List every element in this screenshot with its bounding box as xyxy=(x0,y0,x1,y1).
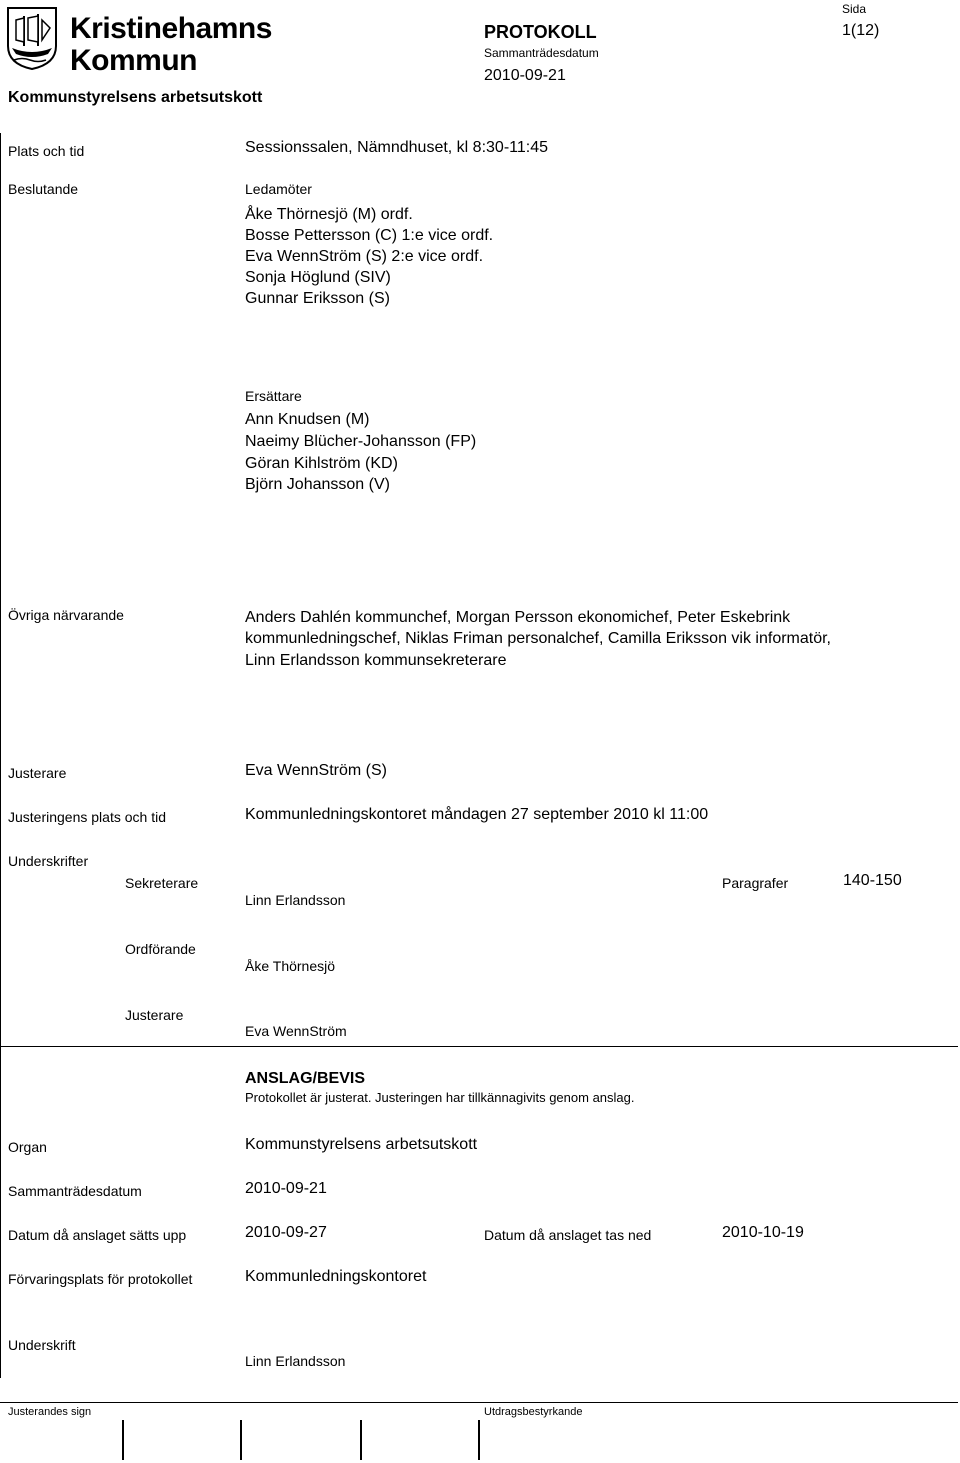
notice-text: Protokollet är justerat. Justeringen har tillkännagivits genom anslag. xyxy=(245,1090,635,1105)
section-divider xyxy=(0,1046,958,1047)
member-item: Sonja Höglund (SIV) xyxy=(245,269,391,286)
members-heading: Ledamöter xyxy=(245,181,312,197)
document-type: PROTOKOLL xyxy=(484,22,597,42)
removed-date-label: Datum då anslaget tas ned xyxy=(484,1227,652,1243)
signature-box-divider xyxy=(478,1420,480,1460)
secretary-name: Linn Erlandsson xyxy=(245,892,346,908)
others-present-label: Övriga närvarande xyxy=(8,607,124,623)
removed-date-value: 2010-10-19 xyxy=(722,1224,804,1241)
paragraphs-value: 140-150 xyxy=(843,872,902,889)
secretary-label: Sekreterare xyxy=(125,875,199,891)
place-value: Sessionssalen, Nämndhuset, kl 8:30-11:45 xyxy=(245,139,548,156)
chair-label: Ordförande xyxy=(125,941,196,957)
adjustment-place-label: Justeringens plats och tid xyxy=(8,809,166,825)
chair-name: Åke Thörnesjö xyxy=(245,958,336,974)
substitute-item: Göran Kihlström (KD) xyxy=(245,455,398,472)
meeting-date: 2010-09-21 xyxy=(484,67,566,84)
notice-signature-name: Linn Erlandsson xyxy=(245,1353,346,1369)
posted-date-label: Datum då anslaget sätts upp xyxy=(8,1227,187,1243)
organ-label: Organ xyxy=(8,1139,47,1155)
signature-adjuster-label: Justerare xyxy=(125,1007,184,1023)
signature-box-divider xyxy=(122,1420,124,1460)
member-item: Gunnar Eriksson (S) xyxy=(245,290,390,307)
org-unit-title: Kommunstyrelsens arbetsutskott xyxy=(8,89,263,106)
substitute-item: Ann Knudsen (M) xyxy=(245,411,370,428)
notice-signature-label: Underskrift xyxy=(8,1337,76,1353)
notice-heading: ANSLAG/BEVIS xyxy=(245,1070,366,1087)
signatures-label: Underskrifter xyxy=(8,853,89,869)
logo-text-line1: Kristinehamns xyxy=(70,12,272,45)
substitute-item: Naeimy Blücher-Johansson (FP) xyxy=(245,433,477,450)
adjuster-label: Justerare xyxy=(8,765,67,781)
storage-value: Kommunledningskontoret xyxy=(245,1268,427,1285)
substitute-item: Björn Johansson (V) xyxy=(245,476,390,493)
substitutes-heading: Ersättare xyxy=(245,388,302,404)
footer-adjuster-sign-label: Justerandes sign xyxy=(8,1406,92,1418)
footer-extract-certification-label: Utdragsbestyrkande xyxy=(484,1406,583,1418)
posted-date-value: 2010-09-27 xyxy=(245,1224,327,1241)
notice-date-value: 2010-09-21 xyxy=(245,1180,327,1197)
paragraphs-label: Paragrafer xyxy=(722,875,789,891)
signature-box-divider xyxy=(360,1420,362,1460)
notice-date-label: Sammanträdesdatum xyxy=(8,1183,142,1199)
decision-makers-label: Beslutande xyxy=(8,181,79,197)
ship-crest-icon xyxy=(6,6,58,70)
member-item: Bosse Pettersson (C) 1:e vice ordf. xyxy=(245,227,494,244)
others-present-line: Linn Erlandsson kommunsekreterare xyxy=(245,652,507,669)
storage-label: Förvaringsplats för protokollet xyxy=(8,1271,193,1287)
adjuster-value: Eva WennStröm (S) xyxy=(245,762,387,779)
municipality-logo xyxy=(6,4,272,80)
signature-adjuster-name: Eva WennStröm xyxy=(245,1023,347,1039)
page-label: Sida xyxy=(842,2,867,16)
others-present-line: Anders Dahlén kommunchef, Morgan Persson ekonomichef, Peter Eskebrink xyxy=(245,609,791,626)
meeting-date-label: Sammanträdesdatum xyxy=(484,46,599,60)
footer-rule xyxy=(0,1402,958,1403)
place-label: Plats och tid xyxy=(8,143,85,159)
logo-text-line2: Kommun xyxy=(70,44,197,77)
adjustment-place-value: Kommunledningskontoret måndagen 27 september 2010 kl 11:00 xyxy=(245,806,709,823)
signature-box-divider xyxy=(240,1420,242,1460)
page-number: 1(12) xyxy=(842,22,880,39)
left-border-rule xyxy=(0,133,1,1378)
member-item: Åke Thörnesjö (M) ordf. xyxy=(245,206,413,223)
member-item: Eva WennStröm (S) 2:e vice ordf. xyxy=(245,248,484,265)
others-present-line: kommunledningschef, Niklas Friman personalchef, Camilla Eriksson vik informatör, xyxy=(245,630,831,647)
organ-value: Kommunstyrelsens arbetsutskott xyxy=(245,1136,478,1153)
